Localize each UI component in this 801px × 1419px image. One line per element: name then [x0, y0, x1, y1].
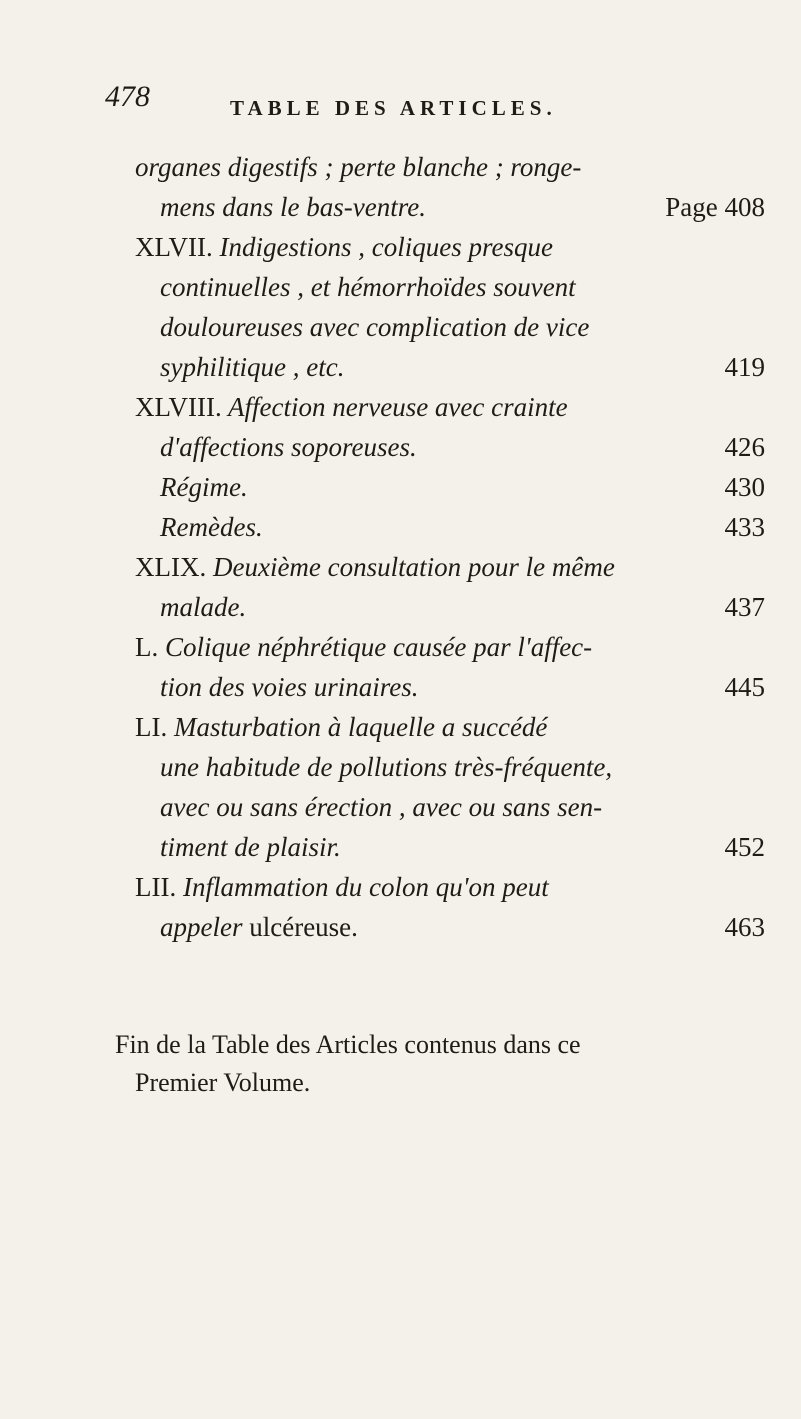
entry-text: tion des voies urinaires.	[160, 672, 419, 702]
toc-line	[135, 552, 765, 592]
entry-numeral: XLVIII.	[135, 392, 222, 422]
page-reference: 445	[724, 672, 765, 702]
entry-text: syphilitique , etc.	[160, 352, 345, 382]
entry-numeral: XLIX.	[135, 552, 207, 582]
page-number: 478	[105, 80, 150, 113]
toc-line	[135, 832, 765, 872]
toc-line	[135, 912, 765, 952]
toc-line	[135, 392, 765, 432]
entry-text: organes digestifs ; perte blanche ; ronge-	[135, 152, 582, 182]
entry-numeral: XLVII.	[135, 232, 213, 262]
toc-line	[135, 752, 765, 792]
entry-text: une habitude de pollutions très-fréquente,	[160, 752, 613, 782]
page-reference: 463	[724, 912, 765, 942]
page-reference: 452	[724, 832, 765, 862]
toc-line	[135, 512, 765, 552]
entry-text: Masturbation à laquelle a succédé	[173, 712, 548, 742]
entry-text: Régime.	[160, 472, 248, 502]
toc-line	[135, 352, 765, 392]
toc-line	[135, 672, 765, 712]
entry-text: mens dans le bas-ventre.	[160, 192, 426, 222]
page-reference: Page 408	[665, 192, 765, 222]
page-reference: 433	[724, 512, 765, 542]
entry-text: Remèdes.	[160, 512, 263, 542]
toc-line	[135, 872, 765, 912]
toc-line	[135, 312, 765, 352]
entry-text: Inflammation du colon qu'on peut	[182, 872, 549, 902]
entry-text: Colique néphrétique causée par l'affec-	[165, 632, 593, 662]
page-header	[105, 80, 745, 130]
entry-text: d'affections soporeuses.	[160, 432, 417, 462]
entry-text: Deuxième consultation pour le même	[212, 552, 615, 582]
toc-line	[135, 152, 765, 192]
toc-line	[135, 432, 765, 472]
toc-line	[135, 792, 765, 832]
closing-line-1: Fin de la Table des Articles contenus dans ce	[115, 1030, 581, 1059]
entry-numeral: LI.	[135, 712, 168, 742]
entry-numeral: L.	[135, 632, 159, 662]
toc-line	[135, 632, 765, 672]
entry-text: avec ou sans érection , avec ou sans sen-	[160, 792, 603, 822]
entry-text: continuelles , et hémorrhoïdes souvent	[160, 272, 576, 302]
entry-text: Indigestions , coliques presque	[219, 232, 553, 262]
toc-line	[135, 232, 765, 272]
entry-text: malade.	[160, 592, 247, 622]
toc-line	[135, 192, 765, 232]
toc-line	[135, 472, 765, 512]
page-reference: 426	[724, 432, 765, 462]
page-reference: 437	[724, 592, 765, 622]
entry-text: Affection nerveuse avec crainte	[228, 392, 568, 422]
entry-text: douloureuses avec complication de vice	[160, 312, 590, 342]
toc-line	[135, 592, 765, 632]
closing-line-2: Premier Volume.	[135, 1068, 311, 1097]
running-title: TABLE DES ARTICLES.	[230, 96, 557, 120]
toc-line	[135, 272, 765, 312]
entry-numeral: LII.	[135, 872, 177, 902]
toc-line	[135, 712, 765, 752]
page-reference: 430	[724, 472, 765, 502]
entry-text: appeler	[160, 912, 243, 942]
entry-text: timent de plaisir.	[160, 832, 341, 862]
page-reference: 419	[724, 352, 765, 382]
entry-text-roman: ulcéreuse.	[249, 912, 358, 942]
